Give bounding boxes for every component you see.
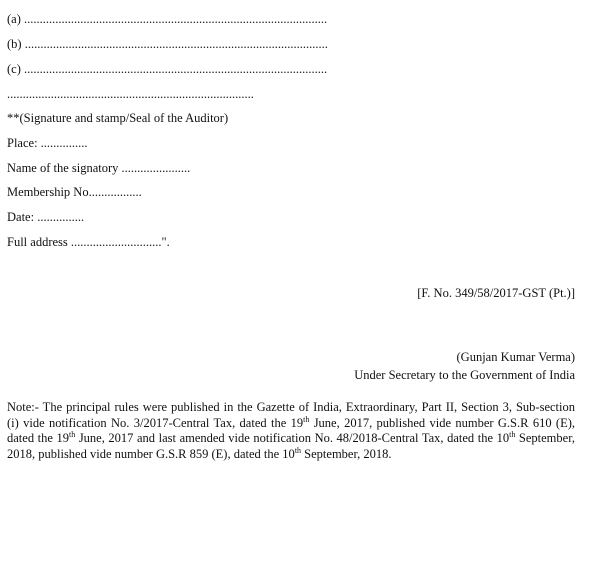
item-b-line: (b) .................................................................................................	[7, 37, 328, 51]
ordinal-suffix: th	[303, 414, 310, 424]
note-text-4: September, 2018, published vide number G.S.R 859 (E), dated the 10	[7, 431, 575, 461]
full-address-field: Full address .............................".	[7, 235, 170, 249]
signatory-name-field: Name of the signatory ......................	[7, 161, 191, 175]
note-text-5: September, 2018.	[301, 446, 392, 461]
note-text-1: Note:- The principal rules were published in the Gazette of India, Extraordinary, Part II, Section 3, Sub-section (i) vide notification No. 3/2017-Central Tax, dated the 19	[7, 400, 575, 430]
note-text-3: June, 2017 and last amended vide notification No. 48/2018-Central Tax, dated the 10	[75, 431, 510, 445]
ordinal-suffix: th	[294, 445, 302, 455]
ordinal-suffix: th	[509, 430, 516, 439]
file-number: [F. No. 349/58/2017-GST (Pt.)]	[417, 286, 575, 300]
note-text-2: June, 2017, published vide number G.S.R 610 (E), dated the 19	[7, 415, 575, 445]
date-field: Date: ...............	[7, 210, 85, 224]
item-c-line: (c) .................................................................................................	[7, 62, 328, 76]
note-paragraph	[7, 400, 575, 462]
authority-name: (Gunjan Kumar Verma)	[456, 350, 575, 364]
place-field: Place: ...............	[7, 136, 88, 150]
ordinal-suffix: th	[69, 430, 76, 439]
item-a-line: (a) .................................................................................................	[7, 12, 328, 26]
signature-caption: **(Signature and stamp/Seal of the Auditor)	[7, 111, 229, 125]
membership-no-field: Membership No.................	[7, 185, 142, 199]
blank-dotted-line: ...............................................................................	[7, 87, 254, 101]
authority-designation: Under Secretary to the Government of India	[354, 368, 575, 382]
